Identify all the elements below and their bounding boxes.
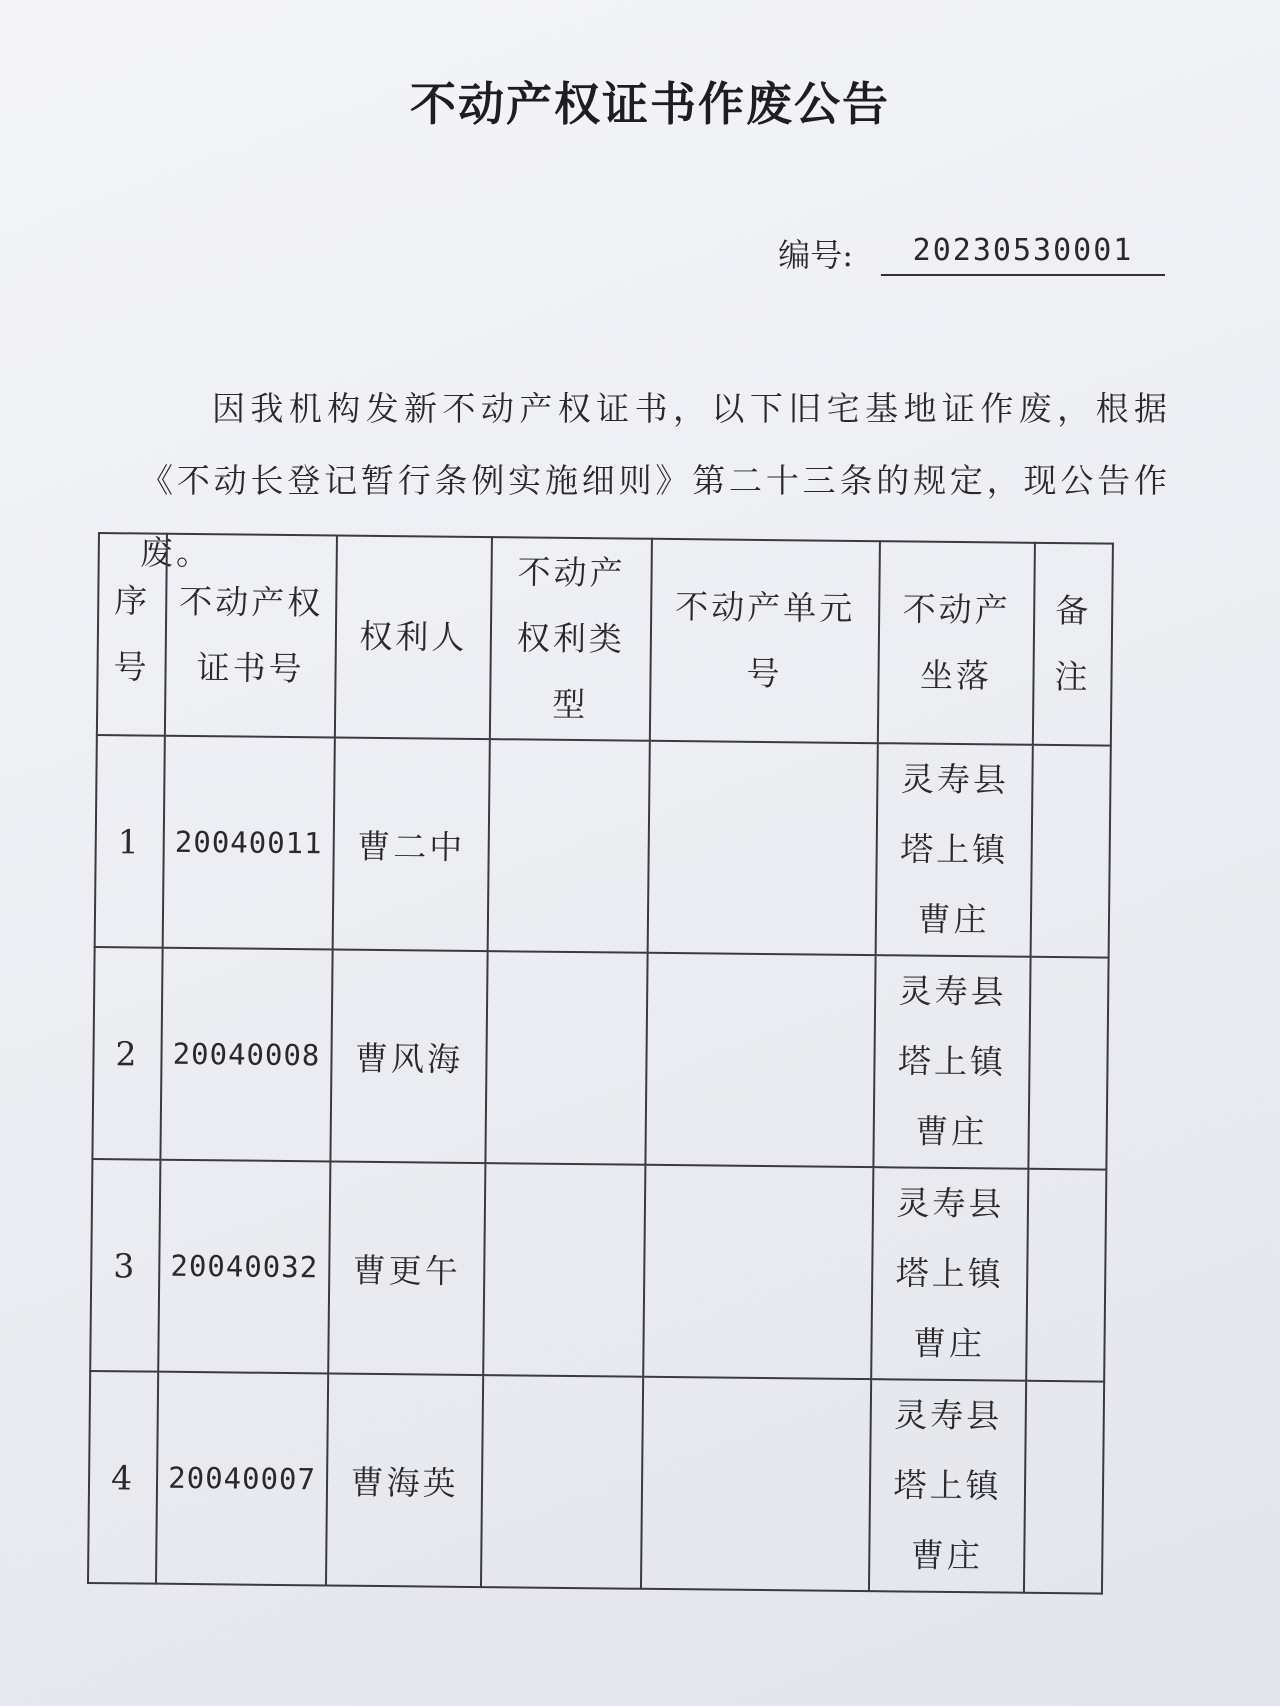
header-unit-no: 不动产单元 号 (650, 539, 880, 743)
header-seq: 序 号 (97, 533, 167, 736)
cell-cert-no: 20040032 (158, 1160, 330, 1374)
cell-cert-no: 20040008 (160, 948, 332, 1162)
cell-seq: 2 (92, 947, 162, 1160)
cell-unit-no (641, 1377, 871, 1591)
document-number-value: 20230530001 (881, 233, 1165, 276)
cell-location: 灵寿县 塔上镇 曹庄 (871, 1167, 1028, 1381)
cell-location: 灵寿县 塔上镇 曹庄 (876, 743, 1033, 957)
cell-remark (1026, 1169, 1106, 1382)
table-row (95, 735, 1111, 958)
cell-remark (1028, 957, 1108, 1170)
table-header-row (97, 533, 1113, 746)
header-cert-no: 不动产权 证书号 (165, 534, 337, 738)
cell-location: 灵寿县 塔上镇 曹庄 (873, 955, 1030, 1169)
document-number (778, 230, 1165, 276)
cell-unit-no (643, 1165, 873, 1379)
cell-remark (1024, 1381, 1104, 1594)
cell-holder: 曹二中 (333, 737, 490, 951)
document-title: 不动产权证书作废公告 (410, 77, 890, 131)
cell-unit-no (645, 953, 875, 1167)
notice-paragraph: 因我机构发新不动产权证书，以下旧宅基地证作废，根据《不动长登记暂行条例实施细则》第二十三条的规定，现公告作废。 (140, 389, 1170, 572)
cell-seq: 3 (90, 1159, 160, 1372)
cell-right-type (485, 951, 647, 1165)
table-row (88, 1371, 1104, 1594)
cell-remark (1031, 745, 1111, 958)
cell-right-type (481, 1375, 643, 1589)
cell-holder: 曹海英 (326, 1373, 483, 1587)
cell-holder: 曹风海 (330, 949, 487, 1163)
void-certificate-table (87, 532, 1114, 1595)
cell-seq: 1 (95, 735, 165, 948)
cell-unit-no (648, 741, 878, 955)
cell-seq: 4 (88, 1371, 158, 1584)
cell-right-type (488, 739, 650, 953)
header-right-type: 不动产 权利类 型 (490, 537, 652, 741)
document-number-label: 编号: (778, 236, 853, 274)
cell-location: 灵寿县 塔上镇 曹庄 (869, 1379, 1026, 1593)
header-remark: 备 注 (1033, 543, 1113, 746)
cell-right-type (483, 1163, 645, 1377)
cell-cert-no: 20040007 (156, 1372, 328, 1586)
header-location: 不动产 坐落 (878, 541, 1035, 745)
table-row (92, 947, 1108, 1170)
header-holder: 权利人 (335, 536, 492, 740)
cell-cert-no: 20040011 (163, 736, 335, 950)
void-certificate-table-wrap (87, 532, 1114, 1595)
table-row (90, 1159, 1106, 1382)
cell-holder: 曹更午 (328, 1161, 485, 1375)
